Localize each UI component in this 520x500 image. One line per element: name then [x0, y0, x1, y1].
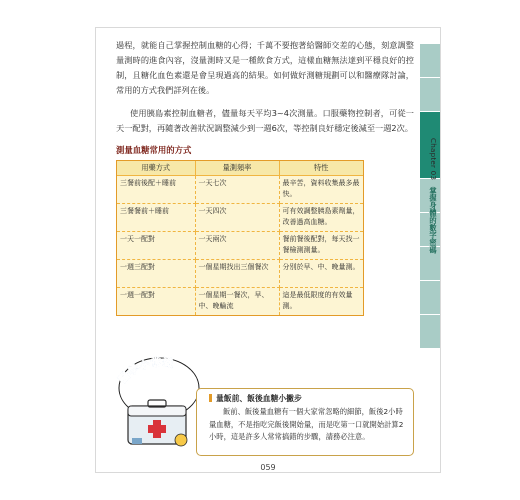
tip-box	[196, 388, 414, 456]
table-cell: 一週三配對	[117, 260, 195, 288]
tip-label: 醫學小常識	[115, 355, 174, 387]
table-cell: 分別於早、中、晚量測。	[279, 260, 363, 288]
table-header: 量測頻率	[195, 161, 279, 176]
table-cell: 一天一配對	[117, 232, 195, 260]
measurement-table	[116, 160, 364, 316]
table-cell: 一週一配對	[117, 288, 195, 316]
book-page	[96, 28, 440, 472]
chapter-title: 掌握身體的數字密碼	[429, 186, 438, 254]
page-number: 059	[260, 463, 276, 472]
table-cell: 一天七次	[195, 176, 279, 204]
tab-segment	[420, 281, 440, 315]
tab-segment	[420, 315, 440, 349]
tab-segment	[420, 44, 440, 78]
table-cell: 一個星期一餐次，早、中、晚輪流	[195, 288, 279, 316]
table-row	[117, 260, 363, 288]
table-header: 用藥方式	[117, 161, 195, 176]
table-cell: 一天四次	[195, 204, 279, 232]
medical-kit-illustration	[114, 348, 204, 458]
table-cell: 最辛苦，資料收集最多最快。	[279, 176, 363, 204]
table-cell: 三餐前後配＋睡前	[117, 176, 195, 204]
tab-segment	[420, 78, 440, 112]
body-paragraph-2: 使用胰島素控制血糖者，儘量每天平均3~4次測量。口服藥物控制者，可從一天一配對，再隨著改善狀況調整減少到一週6次，等控制良好穩定後減至一週2次。	[116, 108, 414, 133]
table-cell: 一天兩次	[195, 232, 279, 260]
table-cell: 可有效調整胰島素劑量，改善過高血糖。	[279, 204, 363, 232]
table-row	[117, 204, 363, 232]
table-header: 特性	[279, 161, 363, 176]
table-header-row	[117, 161, 363, 176]
page-content	[116, 38, 414, 316]
chapter-label	[422, 138, 438, 253]
tip-text: 飯前、飯後量血糖有一個大家常忽略的細節，飯後2小時量血糖，不是指吃完飯後開始量，而是吃第一口就開始計算2小時，這是許多人常常搞錯的步驟，請務必注意。	[209, 407, 404, 441]
table-cell: 這是最低限度的有效量測。	[282, 291, 353, 310]
chapter-number: Chapter 03	[429, 138, 438, 181]
table-cell: 一個星期找出三個餐次	[195, 260, 279, 288]
table-cell: 餐前餐後配對，每天找一餐檢測測量。	[279, 232, 363, 260]
table-cell: 三餐餐前＋睡前	[117, 204, 195, 232]
table-row	[117, 232, 363, 260]
first-aid-box-icon	[128, 400, 187, 446]
section-title: 測量血糖常用的方式	[116, 145, 192, 155]
body-paragraph-1: 過程，就能自己掌握控制血糖的心得；千萬不要抱著給醫師交差的心態，刻意調整量測時的進食內容，沒量測時又是一種飲食方式，這樣血糖無法達到平穩良好的控制，且糖化血色素還是會呈現過高的結果。如何做好測糖規劃可以和醫療隊討論，常用的方式我們詳列在後。	[116, 40, 414, 95]
table-row	[117, 288, 363, 316]
table-row	[117, 176, 363, 204]
tip-title: 量飯前、飯後血糖小撇步	[209, 393, 407, 404]
